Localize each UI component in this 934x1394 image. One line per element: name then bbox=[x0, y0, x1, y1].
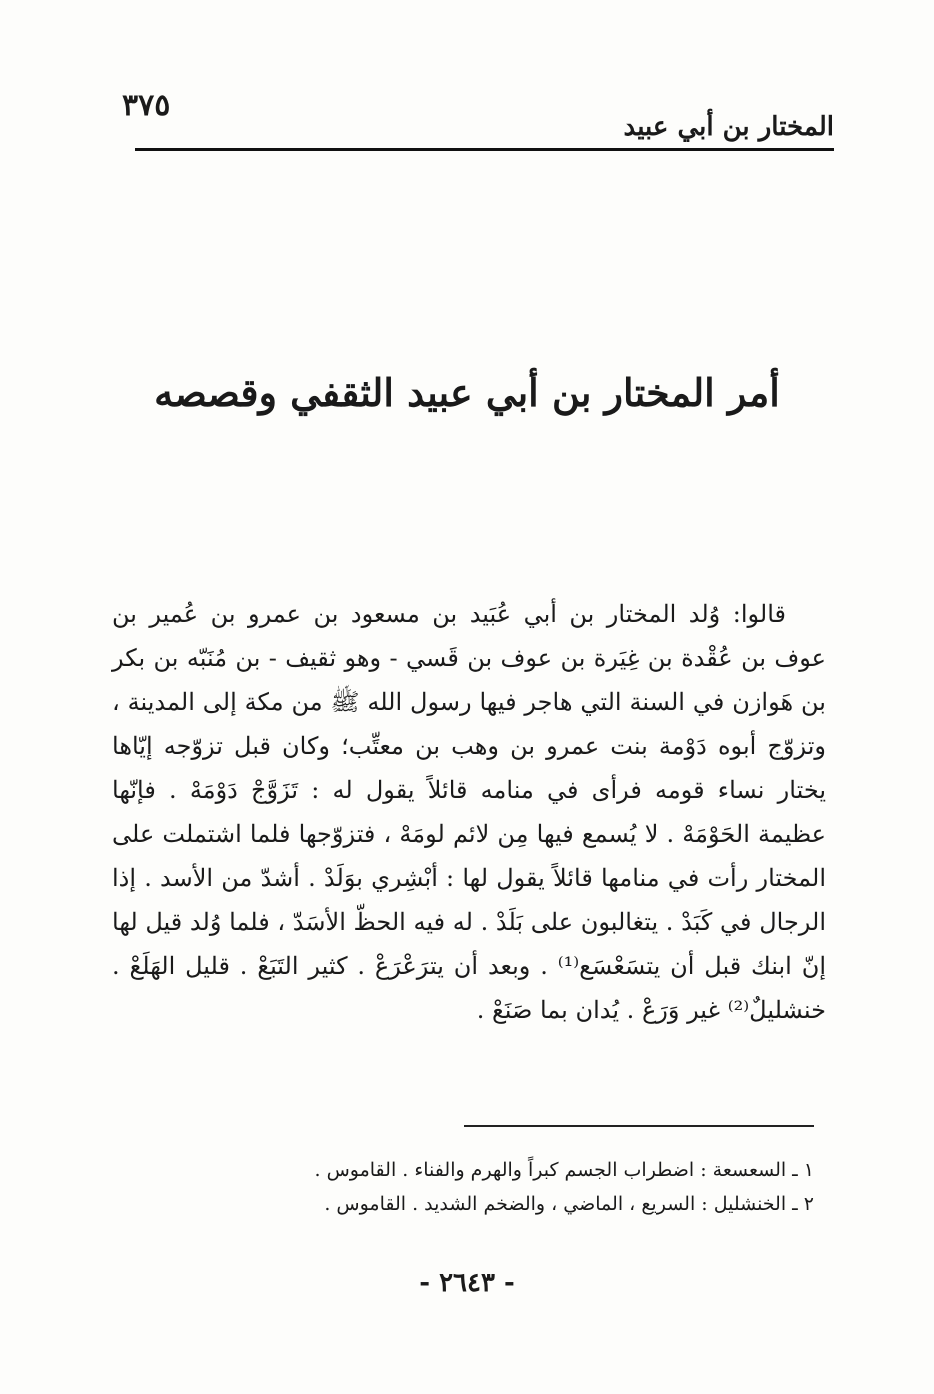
folio-number: - ٢٦٤٣ - bbox=[419, 1268, 515, 1298]
footnote-rule bbox=[464, 1125, 814, 1127]
footnote-1: ١ ـ السعسعة : اضطراب الجسم كبراً والهرم والفناء . القاموس . bbox=[314, 1159, 814, 1181]
footnotes bbox=[250, 1153, 814, 1221]
footnote-2: ٢ ـ الخنشليل : السريع ، الماضي ، والضخم الشديد . القاموس . bbox=[324, 1193, 814, 1215]
header-rule bbox=[135, 148, 834, 151]
running-title: المختار بن أبي عبيد bbox=[623, 112, 834, 142]
body-text bbox=[112, 592, 826, 1032]
running-head bbox=[120, 88, 834, 148]
chapter-title: أمر المختار بن أبي عبيد الثقفي وقصصه bbox=[154, 370, 780, 415]
page-number: ٣٧٥ bbox=[122, 88, 171, 123]
body-paragraph: قالوا: وُلد المختار بن أبي عُبَيد بن مسعود بن عمرو بن عُمير بن عوف بن عُقْدة بن غِيَرة بن عوف بن قَسي - وهو ثقيف - بن مُنَبّه بن بكر بن هَوازن في السنة التي هاجر فيها رسول الله ﷺ من مكة إلى المدينة ، وتزوّج أبوه دَوْمة بنت عمرو بن وهب بن معتِّب؛ وكان قبل تزوّجه إيّاها يختار نساء قومه فرأى في منامه قائلاً يقول له : تَزَوَّجْ دَوْمَهْ . فإنّها عظيمة الحَوْمَهْ . لا يُسمع فيها مِن لائم لومَهْ ، فتزوّجها فلما اشتملت على المختار رأت في منامها قائلاً يقول لها : أبْشِري بوَلَدْ . أشدّ من الأسد . إذا الرجال في كَبَدْ . يتغالبون على بَلَدْ . له فيه الحظّ الأسَدّ ، فلما وُلد قيل لها إنّ ابنك قبل أن يتسَعْسَع⁽¹⁾ . وبعد أن يترَعْرَعْ . كثير التَبَعْ . قليل الهَلَعْ . خنشليلٌ⁽²⁾ غير وَرَعْ . يُدان بما صَنَعْ . bbox=[112, 600, 827, 1024]
